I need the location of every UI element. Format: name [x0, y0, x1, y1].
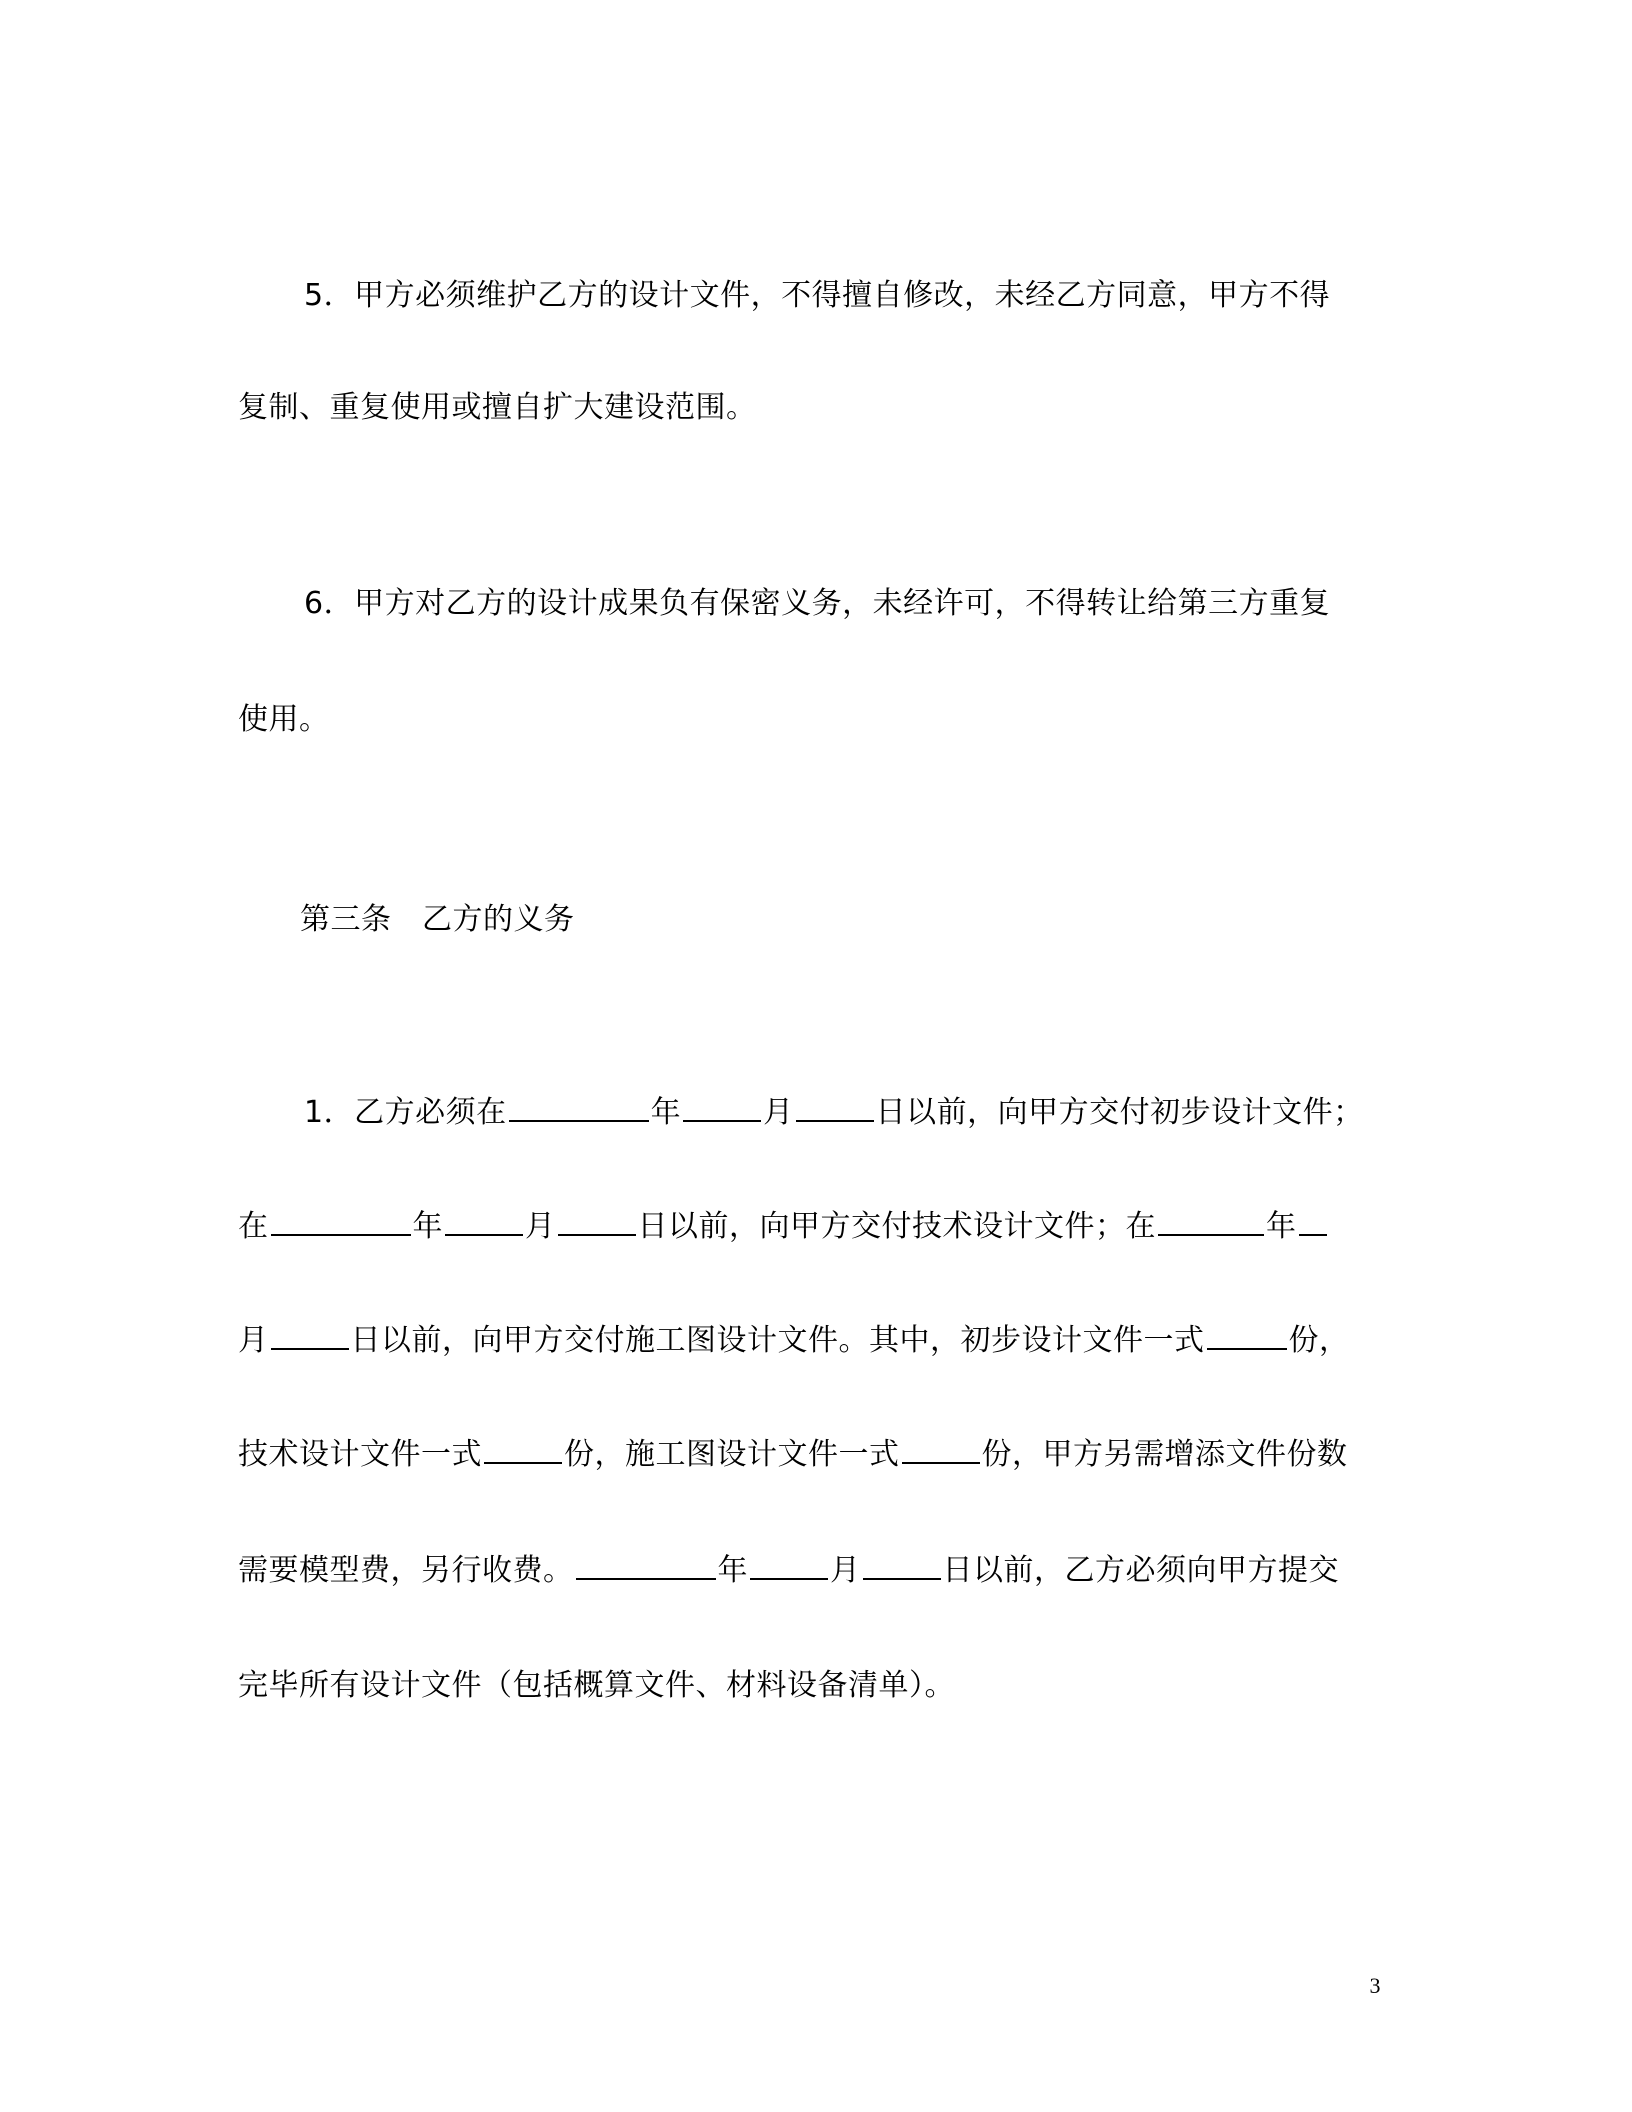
year-blank — [1158, 1204, 1264, 1236]
day-blank — [796, 1090, 874, 1122]
copies-blank — [484, 1432, 562, 1464]
para6-line2: 使用。 — [238, 702, 330, 737]
month-blank — [750, 1548, 828, 1580]
para5-line2: 复制、重复使用或擅自扩大建设范围。 — [238, 390, 757, 425]
para1-line2: 在 年 月 日以前，向甲方交付技术设计文件；在 年 — [238, 1204, 1388, 1249]
copies-blank — [1207, 1318, 1287, 1350]
month-blank — [445, 1204, 523, 1236]
year-blank — [576, 1548, 716, 1580]
para1-line5: 需要模型费，另行收费。 年 月 日以前，乙方必须向甲方提交 — [238, 1548, 1388, 1593]
para1-line4: 技术设计文件一式 份，施工图设计文件一式 份，甲方另需增添文件份数 — [238, 1432, 1388, 1477]
page-number: 3 — [1369, 1973, 1381, 1998]
para5-line1: 5．甲方必须维护乙方的设计文件，不得擅自修改，未经乙方同意，甲方不得 — [304, 278, 1331, 313]
para1-line3: 月 日以前，向甲方交付施工图设计文件。其中，初步设计文件一式 份， — [238, 1318, 1388, 1363]
para1-line1: 1．乙方必须在 年 月 日以前，向甲方交付初步设计文件； — [304, 1090, 1454, 1135]
article3-heading: 第三条 乙方的义务 — [300, 902, 575, 937]
month-blank — [683, 1090, 761, 1122]
para6-line1: 6．甲方对乙方的设计成果负有保密义务，未经许可，不得转让给第三方重复 — [304, 586, 1331, 621]
copies-blank — [902, 1432, 980, 1464]
day-blank — [558, 1204, 636, 1236]
year-blank — [509, 1090, 649, 1122]
year-blank — [271, 1204, 411, 1236]
para1-line6: 完毕所有设计文件（包括概算文件、材料设备清单）。 — [238, 1668, 955, 1703]
month-blank — [1299, 1204, 1327, 1236]
day-blank — [863, 1548, 941, 1580]
day-blank — [271, 1318, 349, 1350]
